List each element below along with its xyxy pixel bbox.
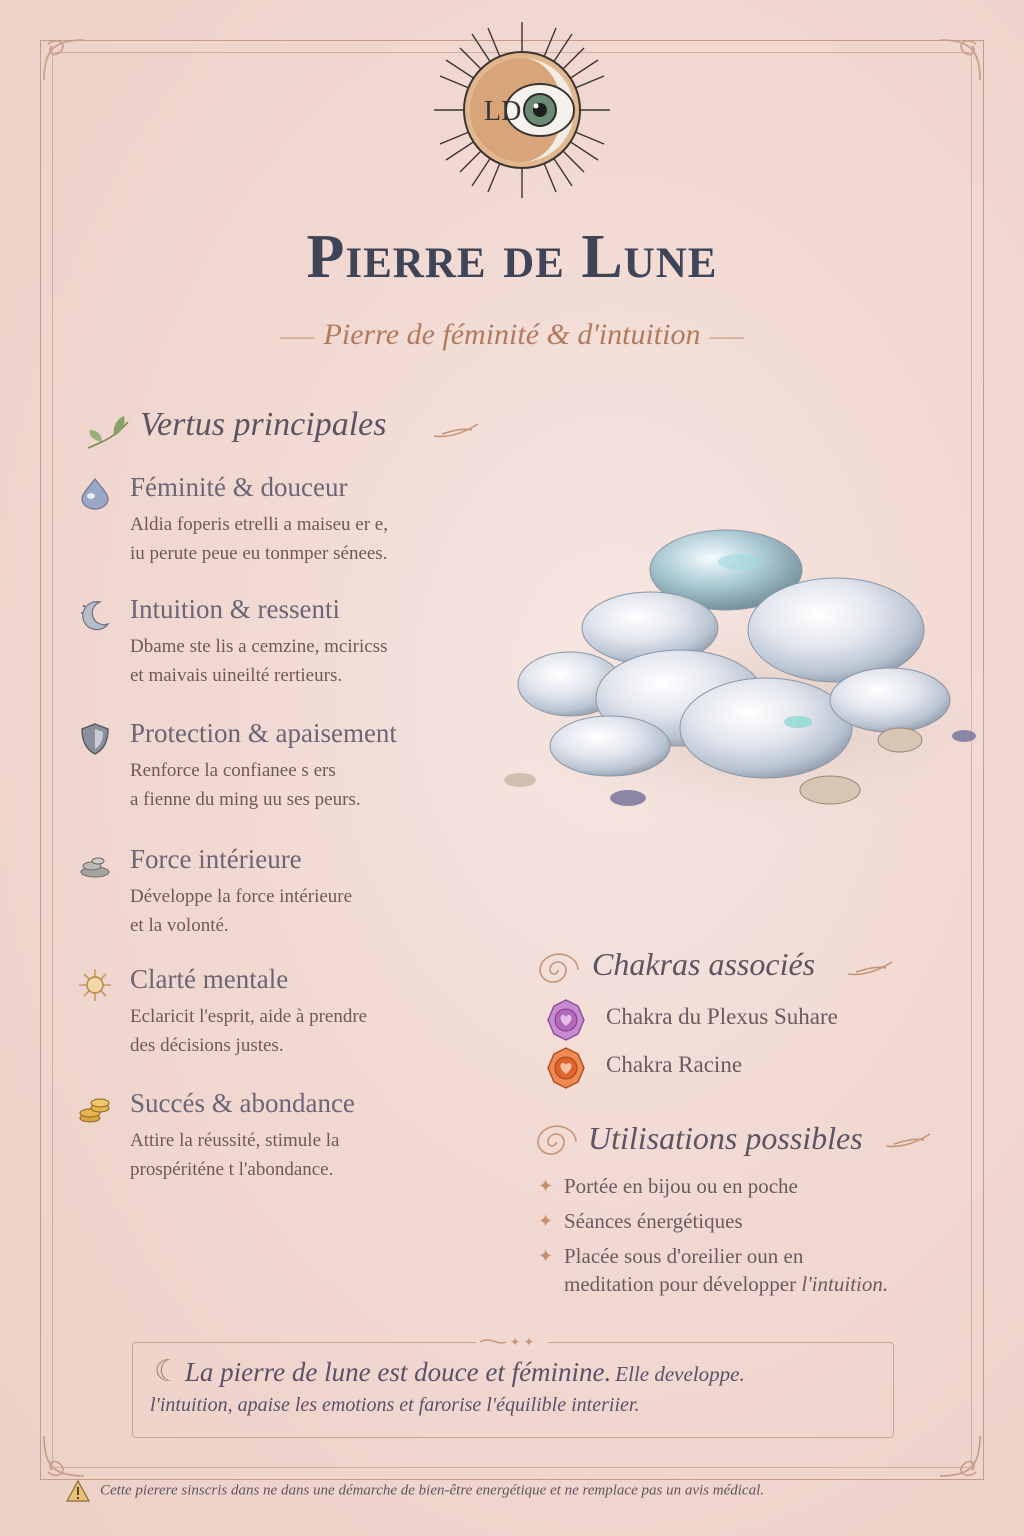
page-subtitle <box>0 318 1024 352</box>
sparkle-icon: ✦ <box>538 1176 554 1196</box>
root-chakra-icon <box>544 1046 588 1090</box>
swash-icon <box>432 420 480 440</box>
chakra-label: Chakra du Plexus Suhare <box>606 1004 838 1029</box>
moonstones-illustration <box>470 500 1010 840</box>
subtitle-text: Pierre de féminité & d'intuition <box>323 318 701 351</box>
quote-line-2: l'intuition, apaise les emotions et farorise l'équilible interiier. <box>150 1394 640 1416</box>
use-item <box>538 1207 958 1237</box>
page-title: Pierre de Lune <box>306 223 718 291</box>
svg-text:✦ ✦: ✦ ✦ <box>510 1335 534 1349</box>
section-title-uses: Utilisations possibles <box>588 1120 863 1156</box>
spiral-icon <box>526 1124 582 1160</box>
virtue-description: Développe la force intérieure et la volonté. <box>130 886 353 936</box>
leaf-icon <box>84 412 138 456</box>
use-item <box>538 1242 958 1300</box>
use-text: Portée en bijou ou en poche <box>564 1174 798 1198</box>
virtue-description: Aldia foperis etrelli a maiseu er e, iu perute peue eu tonmper sénees. <box>130 514 388 564</box>
sun-eye-logo-icon <box>432 20 612 200</box>
chakra-label: Chakra Racine <box>606 1052 743 1077</box>
swash-icon <box>846 958 894 978</box>
use-text: Séances énergétiques <box>564 1209 743 1233</box>
virtue-title: Féminité & douceur <box>130 472 348 502</box>
corner-ornament-icon <box>930 30 990 90</box>
spiral-icon <box>528 952 584 988</box>
virtue-title: Protection & apaisement <box>130 718 397 748</box>
virtue-title: Clarté mentale <box>130 964 289 994</box>
solar-plexus-chakra-icon <box>544 998 588 1042</box>
swash-right-icon: ⸺ <box>707 324 746 349</box>
shield-icon <box>78 722 112 756</box>
virtue-item <box>78 718 508 808</box>
sparkle-icon: ✦ <box>538 1246 554 1266</box>
virtue-item <box>78 1088 508 1178</box>
virtue-item <box>78 964 508 1054</box>
swash-left-icon: ⸺ <box>278 324 317 349</box>
use-text: Placée sous d'oreilier oun en meditation pour développer l'intuition. <box>564 1244 889 1296</box>
virtue-item <box>78 472 508 562</box>
quote-line-1: ☾ La pierre de lune est douce et féminine. Elle developpe. <box>154 1355 745 1388</box>
virtue-description: Attire la réussité, stimule la prospériténe t l'abondance. <box>130 1130 340 1180</box>
corner-ornament-icon <box>34 30 94 90</box>
section-title-chakras: Chakras associés <box>592 946 816 982</box>
disclaimer: Cette pierere sinscris dans ne dans une démarche de bien-être energétique et ne remplace pas un avis médical. <box>66 1480 986 1502</box>
coins-icon <box>78 1092 112 1126</box>
stones-icon <box>78 848 112 882</box>
sun-icon <box>78 968 112 1002</box>
warning-icon <box>66 1480 90 1502</box>
corner-ornament-icon <box>930 1426 990 1486</box>
sparkle-icon: ✦ <box>538 1211 554 1231</box>
logo-letters: LD <box>484 96 522 127</box>
section-title-virtues: Vertus principales <box>140 406 387 443</box>
crescent-moon-icon <box>78 598 112 632</box>
virtue-title: Force intérieure <box>130 844 302 874</box>
ornament-stars-icon <box>476 1334 548 1350</box>
use-item <box>538 1172 958 1202</box>
virtue-title: Intuition & ressenti <box>130 594 340 624</box>
virtue-item <box>78 844 508 934</box>
virtue-description: Renforce la confianee s ers a fienne du ming uu ses peurs. <box>130 760 361 810</box>
virtue-description: Eclaricit l'esprit, aide à prendre des décisions justes. <box>130 1006 368 1056</box>
water-drop-icon <box>78 476 112 510</box>
corner-ornament-icon <box>34 1426 94 1486</box>
swash-icon <box>884 1130 932 1150</box>
virtue-item <box>78 594 508 684</box>
crescent-moon-icon: ☾ <box>154 1355 181 1388</box>
virtue-description: Dbame ste lis a cemzine, mciricss et maivais uineilté rertieurs. <box>130 636 388 686</box>
virtue-title: Succés & abondance <box>130 1088 355 1118</box>
